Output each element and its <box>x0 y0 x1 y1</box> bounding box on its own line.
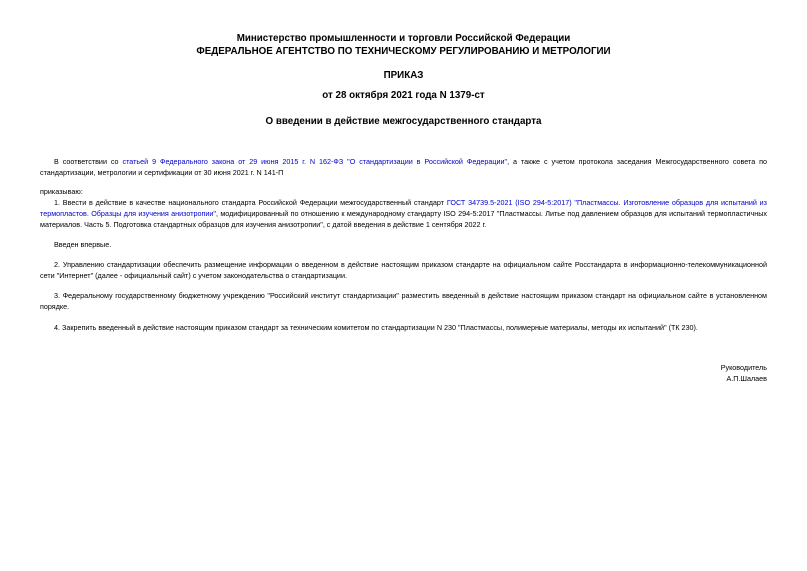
item-1-text-1: 1. Ввести в действие в качестве национального стандарта Российской Федерации межгосударственный стандарт <box>54 198 447 207</box>
federal-law-link[interactable]: статьей 9 Федерального закона от 29 июня 2015 г. N 162-ФЗ "О стандартизации в Российской Федерации" <box>122 157 508 166</box>
signature-position: Руководитель <box>720 363 767 372</box>
ministry-name: Министерство промышленности и торговли Российской Федерации <box>236 33 571 44</box>
document-title: О введении в действие межгосударственного стандарта <box>265 116 542 127</box>
preamble-text-2: , а также с учетом протокола заседания Межгосударственного совета по стандартизации, метрологии и сертификации от 30 июня 2021 г. N 141-П <box>40 157 768 177</box>
item-1-paragraph <box>40 197 767 230</box>
order-word: приказываю: <box>40 187 83 196</box>
item-4-paragraph: 4. Закрепить введенный в действие настоящим приказом стандарт за техническим комитетом по стандартизации N 230 "Пластмассы, полимерные материалы, методы их испытаний" (ТК 230). <box>54 323 698 332</box>
document-date-number: от 28 октября 2021 года N 1379-ст <box>322 90 485 101</box>
item-2-paragraph: 2. Управлению стандартизации обеспечить размещение информации о введенном в действие настоящим приказом стандарте на официальном сайте Росстандарта в информационно-телекоммуникационной сети "Интернет" (далее - официальный сайт) с учетом законодательства о стандартизации. <box>40 260 767 280</box>
signature-name: А.П.Шалаев <box>726 374 767 383</box>
gost-standard-link[interactable]: ГОСТ 34739.5-2021 (ISO 294-5:2017) "Пластмассы. Изготовление образцов для испытаний из термопластов. Образцы для изучения анизотропии" <box>40 198 767 218</box>
preamble-text-1: В соответствии со <box>54 157 123 166</box>
item-3-paragraph: 3. Федеральному государственному бюджетному учреждению "Российский институт стандартизации" разместить введенный в действие настоящим приказом стандарт на официальном сайте в установленном порядке. <box>40 291 767 311</box>
preamble-paragraph <box>40 156 767 178</box>
agency-name: ФЕДЕРАЛЬНОЕ АГЕНТСТВО ПО ТЕХНИЧЕСКОМУ РЕГУЛИРОВАНИЮ И МЕТРОЛОГИИ <box>196 46 611 57</box>
introduced-first-note: Введен впервые. <box>54 240 112 249</box>
item-1-text-2: , модифицированный по отношению к международному стандарту ISO 294-5:2017 "Пластмассы. Литье под давлением образцов для испытаний термопластичных материалов. Часть 5. Подготовка стандартных образцов для изучения анизотропии", с датой введения в действие 1 сентября 2022 г. <box>40 209 767 229</box>
document-type: ПРИКАЗ <box>383 70 424 81</box>
